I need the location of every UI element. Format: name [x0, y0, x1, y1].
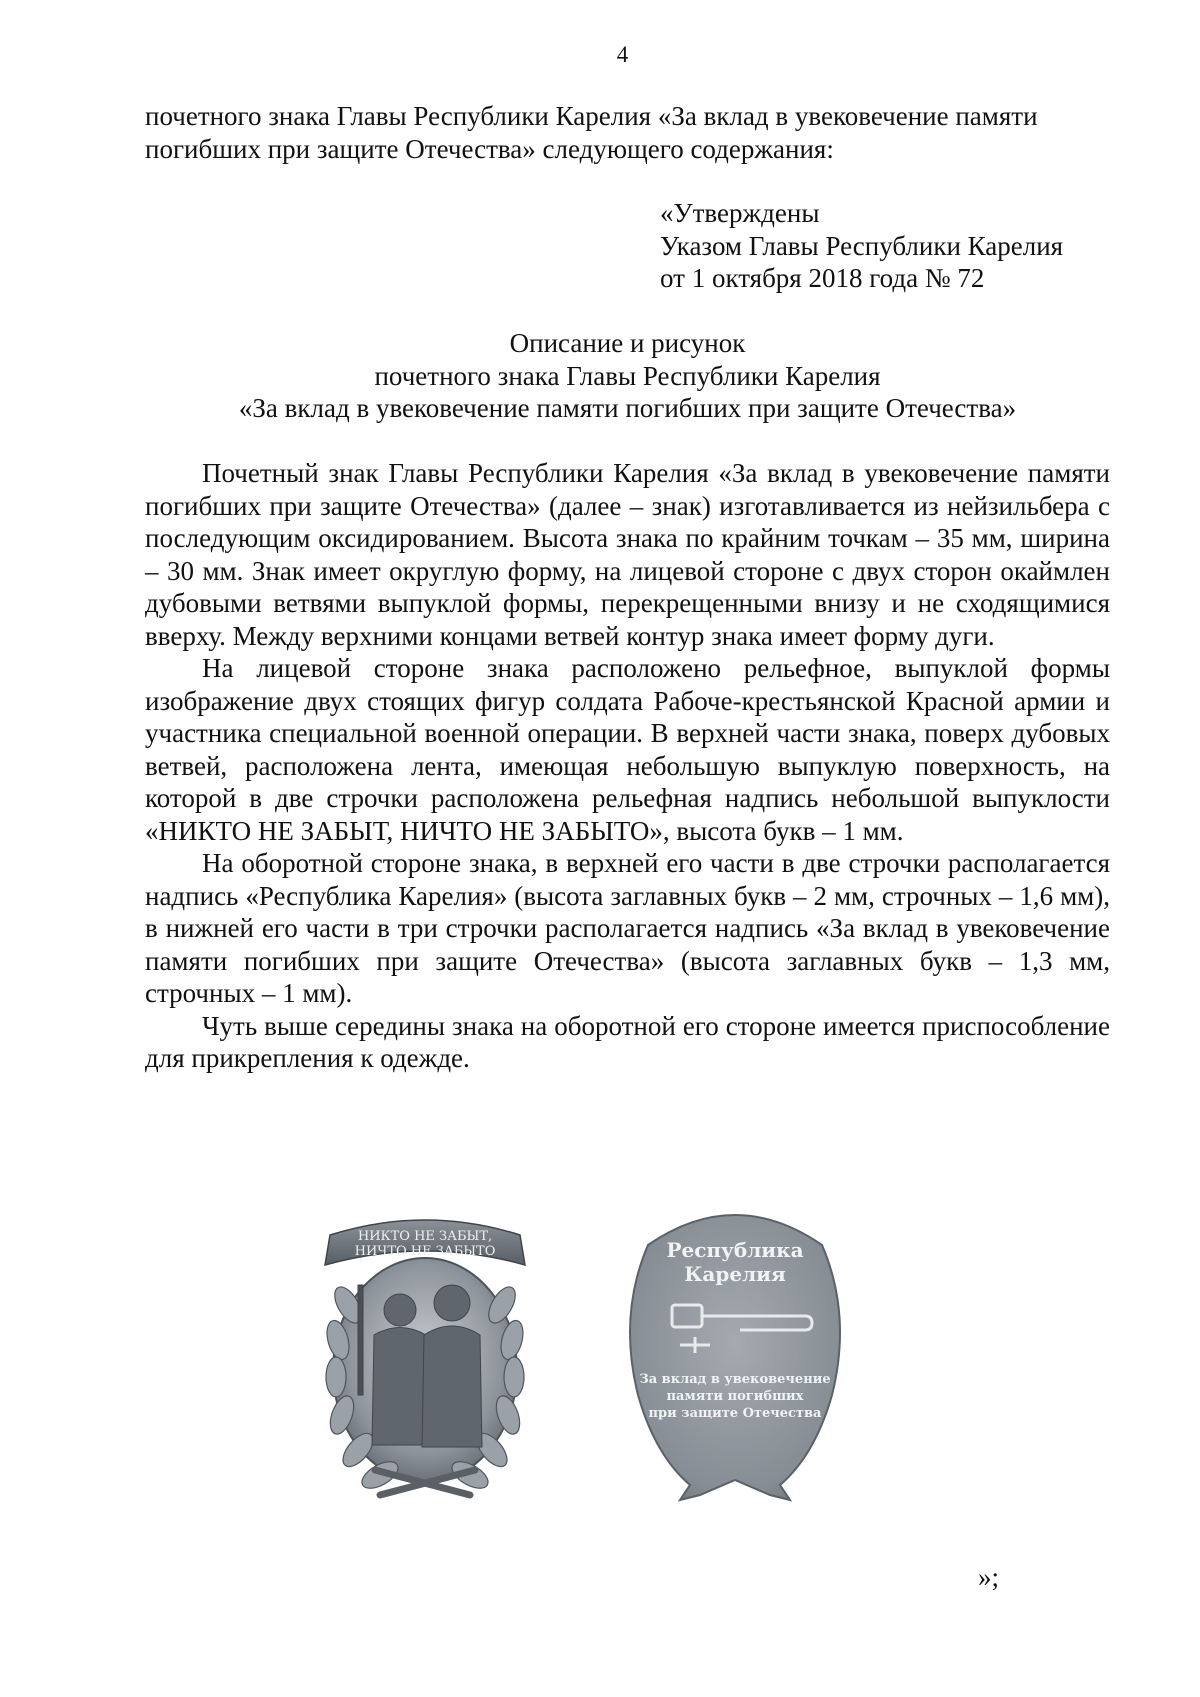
ribbon-text-1: НИКТО НЕ ЗАБЫТ, — [357, 1229, 493, 1244]
back-top-text-2: Карелия — [684, 1262, 786, 1286]
paragraph: На лицевой стороне знака расположено рельефное, выпуклой формы изображение двух стоящих фигур солдата Рабоче-крестьянской Красной армии и участника специальной военной операции. В верхней части знака, поверх дубовых ветвей, расположена лента, имеющая небольшую выпуклую поверхность, на которой в две строчки расположена рельефная надпись небольшой выпуклости «НИКТО НЕ ЗАБЫТ, НИЧТО НЕ ЗАБЫТО», высота букв – 1 мм. — [145, 653, 1110, 846]
title-line: «За вклад в увековечение памяти погибших при защите Отечества» — [238, 393, 1017, 423]
approval-line: от 1 октября 2018 года № 72 — [660, 263, 985, 293]
approval-line: Указом Главы Республики Карелия — [660, 230, 1064, 261]
intro-text — [145, 100, 1110, 165]
intro-line: погибших при защите Отечества» следующего содержания: — [145, 133, 834, 164]
document-title — [145, 327, 1110, 425]
paragraph: На оборотной стороне знака, в верхней его части в две строчки располагается надпись «Республика Карелия» (высота заглавных букв – 2 мм, строчных – 1,6 мм), в нижней его части в три строчки располагается надпись «За вклад в увековечение памяти погибших при защите Отечества» (высота заглавных букв – 1,3 мм, строчных – 1 мм). — [145, 848, 1110, 1008]
page-number: 4 — [616, 42, 629, 67]
back-top-text-1: Республика — [666, 1238, 804, 1262]
badge-back-image — [620, 1195, 850, 1515]
badge-front-image — [310, 1195, 540, 1515]
title-line: Описание и рисунок — [509, 328, 746, 358]
ribbon-text-2: НИЧТО НЕ ЗАБЫТО — [354, 1244, 496, 1259]
back-bottom-text-1: За вклад в увековечение — [639, 1372, 831, 1387]
intro-line: почетного знака Главы Республики Карелия «За вклад в увековечение памяти — [145, 101, 1038, 131]
closing-quote: »; — [978, 1562, 1000, 1592]
paragraph: Почетный знак Главы Республики Карелия «За вклад в увековечение памяти погибших при защите Отечества» (далее – знак) изготавливается из нейзильбера с последующим оксидированием. Высота знака по крайним точкам – 35 мм, ширина – 30 мм. Знак имеет округлую форму, на лицевой стороне с двух сторон окаймлен дубовыми ветвями выпуклой формы, перекрещенными внизу и не сходящимися вверху. Между верхними концами ветвей контур знака имеет форму дуги. — [145, 458, 1110, 651]
approval-line: «Утверждены — [660, 198, 820, 228]
back-bottom-text-3: при защите Отечества — [648, 1406, 822, 1421]
title-line: почетного знака Главы Республики Карелия — [374, 360, 881, 391]
back-bottom-text-2: памяти погибших — [666, 1389, 804, 1404]
approval-block — [660, 197, 1063, 295]
description-body — [145, 457, 1110, 1075]
paragraph: Чуть выше середины знака на оборотной его стороне имеется приспособление для прикрепления к одежде. — [145, 1010, 1110, 1073]
